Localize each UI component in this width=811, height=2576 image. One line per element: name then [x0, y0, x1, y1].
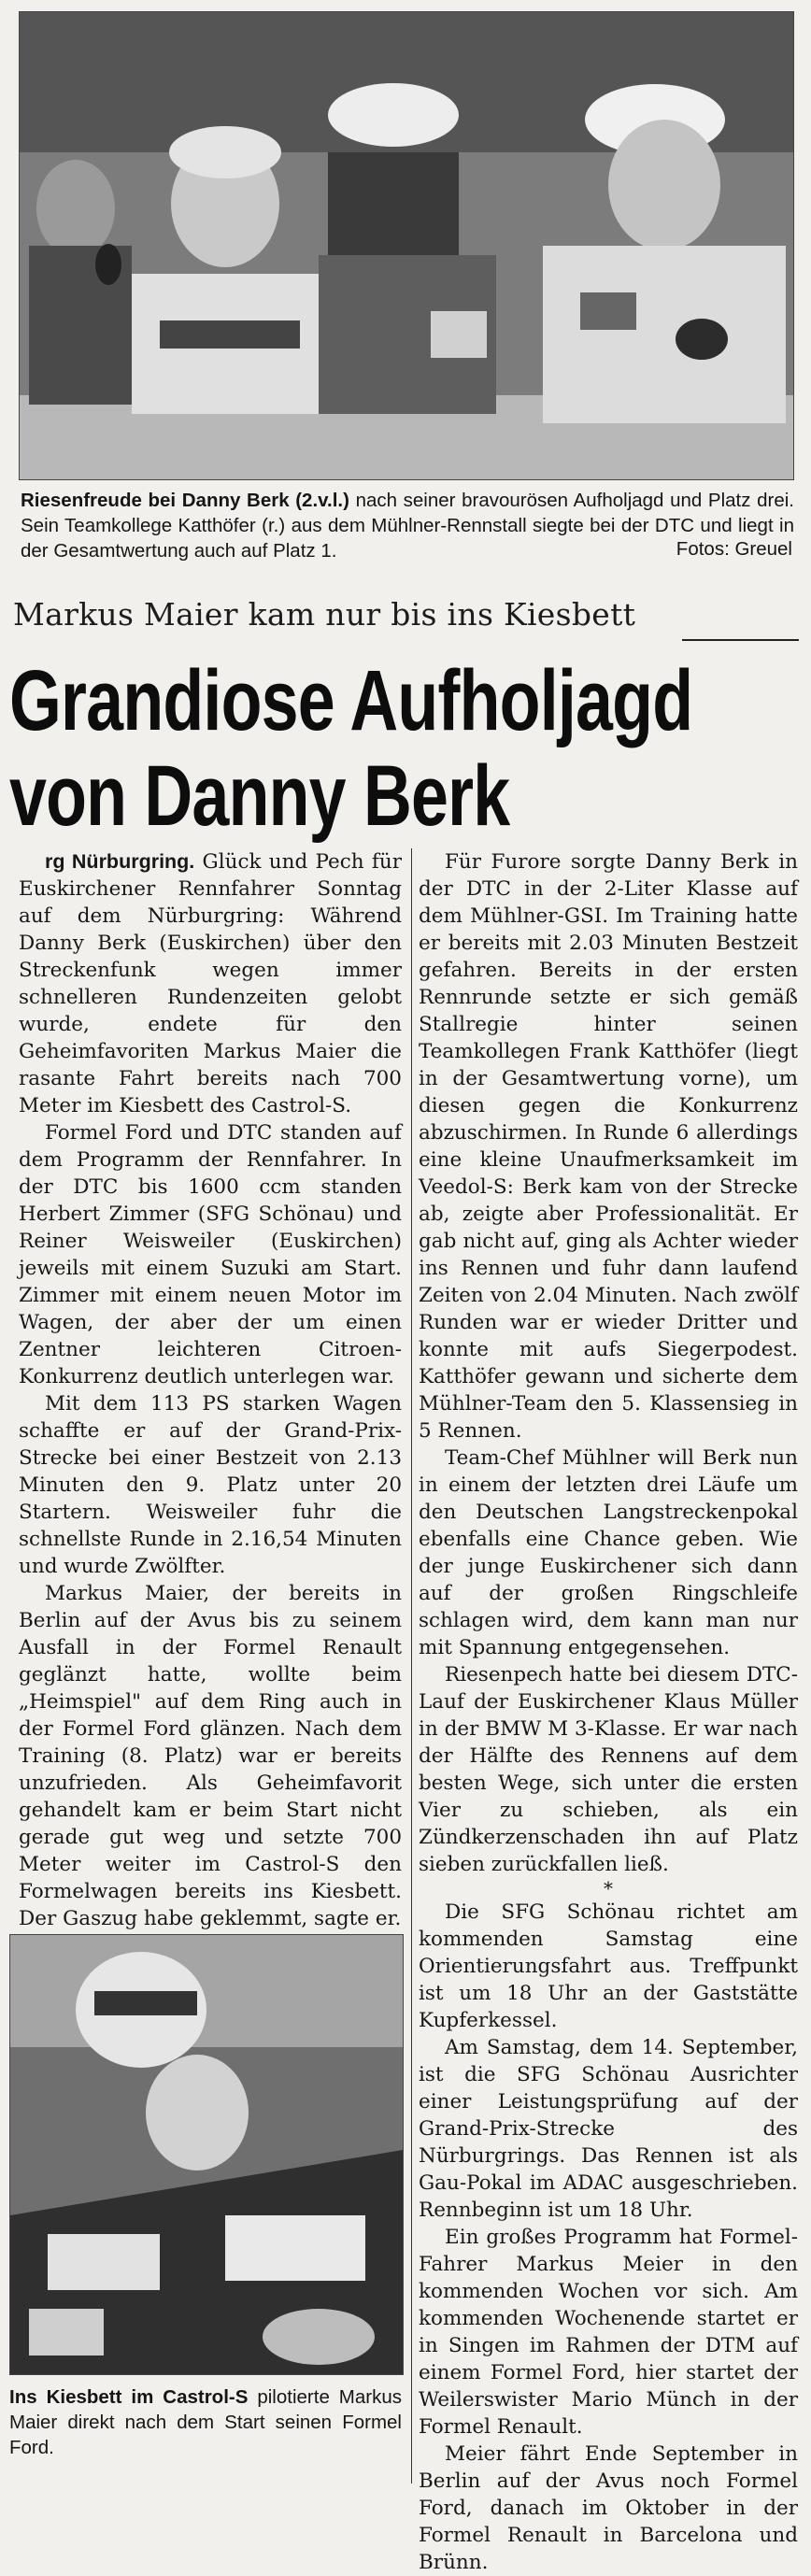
- podium-photo: [19, 11, 794, 480]
- kicker-headline: Markus Maier kam nur bis ins Kiesbett: [13, 596, 636, 633]
- right-column: [419, 848, 798, 2576]
- formula-car-photo: [9, 1934, 404, 2375]
- article-paragraph: Ein großes Programm hat Formel-Fahrer Markus Meier in den kommenden Wochen vor sich. Am kommenden Wochenende startet er in Singen im Rahmen der DTM auf einem Formel Ford, hier startet der Weilerswister Mario Münch in der Formel Renault.: [419, 2226, 798, 2439]
- caption-bold-lead: Riesenfreude bei Danny Berk (2.v.l.): [21, 490, 349, 511]
- photo-credit: Fotos: Greuel: [676, 538, 792, 560]
- article-paragraph: Markus Maier, der bereits in Berlin auf der Avus bis zu seinem Ausfall in der Formel Renault geglänzt hatte, wollte beim „Heimspiel" auf dem Ring auch in der Formel Ford glänzen. Nach dem Training (8. Platz) war er bereits unzufrieden. Als Geheimfavorit gehandelt kam er beim Start nicht gerade gut weg und setzte 700 Meter weiter im Castrol-S den Formelwagen bereits ins Kiesbett. Der Gaszug habe geklemmt, sagte er.: [19, 1582, 402, 1930]
- left-column: [19, 848, 402, 1932]
- caption-bold-lead: Ins Kiesbett im Castrol-S: [9, 2386, 249, 2408]
- caption-text: nach seiner bravourösen Aufholjagd und Platz drei. Sein Teamkollege Katthöfer (r.) aus dem Mühlner-Rennstall siegte bei der DTC und liegt in der Gesamtwertung auch auf Platz 1.: [21, 490, 794, 562]
- dateline: rg Nürburgring.: [45, 850, 195, 873]
- article-paragraph: Meier fährt Ende September in Berlin auf der Avus noch Formel Ford, danach im Oktober in der Formel Renault in Barcelona und Brünn.: [419, 2442, 798, 2574]
- bottom-photo-caption: [9, 2384, 402, 2460]
- caption-text: pilotierte Markus Maier direkt nach dem Start seinen Formel Ford.: [9, 2386, 402, 2458]
- kicker-rule: [682, 639, 799, 641]
- article-paragraph: Mit dem 113 PS starken Wagen schaffte er auf der Grand-Prix-Strecke bei einer Bestzeit von 2.13 Minuten den 9. Platz unter 20 Startern. Weisweiler fuhr die schnellste Runde in 2.16,54 Minuten und wurde Zwölfter.: [19, 1392, 402, 1578]
- column-divider: [411, 848, 412, 2483]
- article-paragraph: Die SFG Schönau richtet am kommenden Samstag eine Orientierungsfahrt aus. Treffpunkt ist um 18 Uhr an der Gaststätte Kupferkessel.: [419, 1900, 798, 2032]
- article-paragraph: Riesenpech hatte bei diesem DTC-Lauf der Euskirchener Klaus Müller in der BMW M 3-Klasse. Er war nach der Hälfte des Rennens auf dem besten Wege, sich unter die ersten Vier zu schieben, als ein Zündkerzenschaden ihn auf Platz sieben zurückfallen ließ.: [419, 1663, 798, 1876]
- article-paragraph: Team-Chef Mühlner will Berk nun in einem der letzten drei Läufe um den Deutschen Langstreckenpokal ebenfalls eine Chance geben. Wie der junge Euskirchener sich dann auf der großen Ringschleife schlagen wird, dem kann man nur mit Spannung entgegensehen.: [419, 1446, 798, 1659]
- article-paragraph: rg Nürburgring. Glück und Pech für Euskirchener Rennfahrer Sonntag auf dem Nürburgring: Während Danny Berk (Euskirchen) über den Streckenfunk wegen immer schnelleren Rundenzeiten gelobt wurde, endete für den Geheimfavoriten Markus Maier die rasante Fahrt bereits nach 700 Meter im Kiesbett des Castrol-S.: [19, 850, 402, 1117]
- section-separator: *: [604, 1877, 613, 1900]
- article-paragraph: Formel Ford und DTC standen auf dem Programm der Rennfahrer. In der DTC bis 1600 ccm standen Herbert Zimmer (SFG Schönau) und Reiner Weisweiler (Euskirchen) jeweils mit einem Suzuki am Start. Zimmer mit einem neuen Motor im Wagen, der aber der um einen Zentner leichteren Citroen-Konkurrenz deutlich unterlegen war.: [19, 1121, 402, 1388]
- article-paragraph: Für Furore sorgte Danny Berk in der DTC in der 2-Liter Klasse auf dem Mühlner-GSI. Im Training hatte er bereits mit 2.03 Minuten Bestzeit gefahren. Bereits in der ersten Rennrunde setzte er sich gemäß Stallregie hinter seinen Teamkollegen Frank Katthöfer (liegt in der Gesamtwertung vorne), um diesen gegen die Konkurrenz abzuschirmen. In Runde 6 allerdings eine kleine Unaufmerksamkeit im Veedol-S: Berk kam von der Strecke ab, zeigte aber Professionalität. Er gab nicht auf, ging als Achter wieder ins Rennen und fuhr dann laufend Zeiten von 2.04 Minuten. Nach zwölf Runden war er wieder Dritter und konnte mit aufs Siegerpodest. Katthöfer gewann und sicherte dem Mühlner-Team den 5. Klassensieg in 5 Rennen.: [419, 850, 798, 1443]
- headline-line-2: von Danny Berk: [9, 748, 510, 844]
- headline-line-1: Grandiose Aufholjagd: [9, 653, 693, 748]
- article-paragraph: Am Samstag, dem 14. September, ist die SFG Schönau Ausrichter einer Leistungsprüfung auf der Grand-Prix-Strecke des Nürburgrings. Das Rennen ist als Gau-Pokal im ADAC ausgeschrieben. Rennbeginn ist um 18 Uhr.: [419, 2036, 798, 2222]
